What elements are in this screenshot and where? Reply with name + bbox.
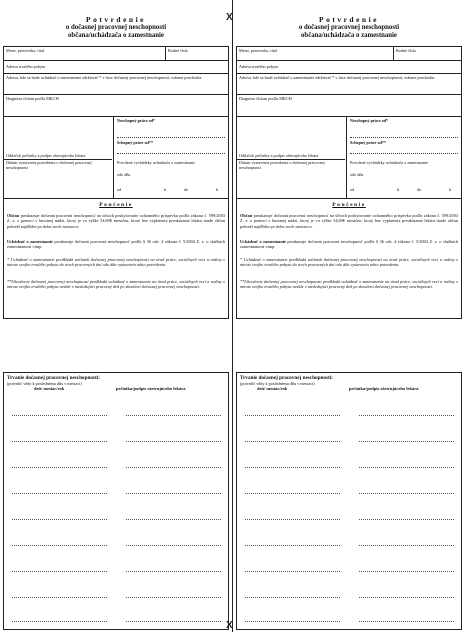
row-issue-date[interactable] bbox=[4, 159, 228, 198]
label-address: Adresa trvalého pobytu bbox=[239, 64, 279, 69]
dotline bbox=[117, 153, 225, 154]
stamp-line[interactable] bbox=[126, 415, 221, 416]
date-line[interactable] bbox=[245, 467, 340, 468]
stamp-line[interactable] bbox=[359, 545, 454, 546]
duration-subheading: (potvrdiť vždy k poslednému dňu v mesiaci) bbox=[240, 381, 315, 386]
label-name: Meno, priezvisko, titul bbox=[6, 48, 45, 53]
instruction-p1-lead: Občan bbox=[7, 213, 20, 218]
date-line[interactable] bbox=[245, 597, 340, 598]
title-line1: Potvrdenie bbox=[319, 15, 379, 24]
label-temp-address: Adresa, kde sa bude uchádzač o zamestnanie zdržiavať * v čase dočasnej pracovnej neschopnosti, vrátane poschodia bbox=[239, 75, 435, 80]
label-able-from: Schopný práce od** bbox=[117, 140, 154, 145]
stamp-line[interactable] bbox=[126, 441, 221, 442]
label-od: od bbox=[117, 187, 122, 192]
label-h1: h bbox=[397, 187, 400, 192]
label-unable-from: Neschopný práce od* bbox=[350, 118, 389, 123]
form-table bbox=[3, 46, 229, 319]
label-do: do bbox=[184, 187, 189, 192]
title-line3: občana/uchádzača o zamestnanie bbox=[68, 32, 164, 39]
title-line1: Potvrdenie bbox=[86, 15, 146, 24]
label-issue-date: Dátum vystavenia potvrdenia o dočasnej pracovnej neschopnosti bbox=[239, 160, 325, 170]
label-able-from: Schopný práce od** bbox=[350, 140, 387, 145]
row-temp-address[interactable] bbox=[4, 73, 228, 95]
section-divider bbox=[237, 198, 461, 199]
label-h1: h bbox=[164, 187, 167, 192]
row-address[interactable] bbox=[237, 60, 461, 74]
duration-table bbox=[3, 372, 229, 630]
date-line[interactable] bbox=[12, 597, 107, 598]
date-line[interactable] bbox=[245, 571, 340, 572]
form-table bbox=[236, 46, 462, 319]
date-line[interactable] bbox=[12, 621, 107, 622]
date-line[interactable] bbox=[12, 493, 107, 494]
cut-mark-bottom: X bbox=[226, 620, 233, 631]
instruction-p3: * Uchádzač o zamestnanie predkladá začiatok dočasnej pracovnej neschopnosti na úrad práce, sociálnych vecí a rodiny v mieste svojho trvalého pobytu do troch pracovných dní odo dňa vystavenia tohto potvrdenia. bbox=[7, 257, 225, 268]
date-line[interactable] bbox=[12, 571, 107, 572]
row-temp-address[interactable] bbox=[237, 73, 461, 95]
instruction-p1 bbox=[7, 213, 225, 229]
form-left bbox=[3, 0, 229, 391]
stamp-line[interactable] bbox=[359, 621, 454, 622]
instruction-p2-lead: Uchádzač o zamestnanie bbox=[7, 239, 53, 244]
date-line[interactable] bbox=[12, 519, 107, 520]
col-stamp: pečiatka/podpis ošetrujúceho lekára bbox=[116, 386, 186, 391]
label-birth-no: Rodné číslo bbox=[396, 48, 416, 53]
date-line[interactable] bbox=[12, 545, 107, 546]
date-line[interactable] bbox=[245, 415, 340, 416]
date-line[interactable] bbox=[245, 621, 340, 622]
date-line[interactable] bbox=[245, 545, 340, 546]
center-cut-line bbox=[232, 0, 233, 632]
date-line[interactable] bbox=[245, 441, 340, 442]
instruction-p4: **Ukončenie dočasnej pracovnej neschopnosti predkladá uchádzač o zamestnanie na úrad práce, sociálnych vecí a rodiny v mieste svojho trvalého pobytu neskôr v nasledujúci pracovný deň po skončení dočasnej pracovnej neschopnosti. bbox=[240, 279, 458, 290]
row-address[interactable] bbox=[4, 60, 228, 74]
label-exit-permit: Povolené vychádzky uchádzača o zamestnanie bbox=[350, 160, 429, 165]
label-od: od bbox=[350, 187, 355, 192]
stamp-line[interactable] bbox=[126, 621, 221, 622]
instruction-p1-text: preukazuje dočasnú pracovnú neschopnosť na účtoch poskytovanie ochranného príspevku podľa zákona č. 599/2003 Z. z. o pomoci v hmotnej núdzi, ktorý je vo výške 34,69€ mesačne, ktorý bez vyplatenia preukázanie lekára úrade občan pobreží najdlhšie po dobu troch mesiacov. bbox=[7, 213, 225, 229]
row-name[interactable] bbox=[4, 47, 228, 61]
label-diagnosis: Diagnóza číslom podľa MKCH bbox=[6, 96, 59, 101]
col-stamp: pečiatka/podpis ošetrujúceho lekára bbox=[349, 386, 419, 391]
instruction-heading: Poučenie bbox=[332, 202, 366, 208]
stamp-line[interactable] bbox=[126, 545, 221, 546]
row-divider bbox=[393, 47, 394, 60]
label-address: Adresa trvalého pobytu bbox=[6, 64, 46, 69]
stamp-line[interactable] bbox=[126, 467, 221, 468]
instruction-p2-lead: Uchádzač o zamestnanie bbox=[240, 239, 286, 244]
stamp-line[interactable] bbox=[359, 415, 454, 416]
row-divider bbox=[165, 47, 166, 60]
stamp-line[interactable] bbox=[359, 597, 454, 598]
row-diagnosis[interactable] bbox=[237, 94, 461, 117]
row-diagnosis[interactable] bbox=[4, 94, 228, 117]
stamp-line[interactable] bbox=[359, 493, 454, 494]
dotline bbox=[350, 153, 458, 154]
label-temp-address: Adresa, kde sa bude uchádzač o zamestnanie zdržiavať * v čase dočasnej pracovnej neschopnosti, vrátane poschodia bbox=[6, 75, 202, 80]
instruction-p2 bbox=[240, 239, 458, 250]
date-line[interactable] bbox=[12, 467, 107, 468]
instruction-heading: Poučenie bbox=[99, 202, 133, 208]
label-h2: h bbox=[216, 187, 219, 192]
label-exit-permit: Povolené vychádzky uchádzača o zamestnanie bbox=[117, 160, 196, 165]
instruction-p4: **Ukončenie dočasnej pracovnej neschopnosti predkladá uchádzač o zamestnanie na úrad práce, sociálnych vecí a rodiny v mieste svojho trvalého pobytu neskôr v nasledujúci pracovný deň po skončení dočasnej pracovnej neschopnosti. bbox=[7, 279, 225, 290]
instruction-p2-text: preukazuje dočasnú pracovnú neschopnosť podľa § 36 ods. 4 zákona č. 5/2004 Z. z. o službách zamestnanosti vtmp. bbox=[240, 239, 458, 250]
title-line2: o dočasnej pracovnej neschopnosti bbox=[298, 24, 400, 31]
duration-table bbox=[236, 372, 462, 630]
title-line2: o dočasnej pracovnej neschopnosti bbox=[65, 24, 167, 31]
row-stamp[interactable] bbox=[4, 116, 112, 160]
col-date: deň/ mesiac/rok bbox=[257, 386, 288, 391]
stamp-line[interactable] bbox=[359, 519, 454, 520]
duration-heading-text: Trvanie dočasnej pracovnej neschopnosti: bbox=[7, 375, 100, 381]
form-right bbox=[236, 0, 462, 391]
row-name[interactable] bbox=[237, 47, 461, 61]
title-line3: občana/uchádzača o zamestnanie bbox=[301, 32, 397, 39]
label-from-to: odo dňa bbox=[350, 172, 364, 177]
label-birth-no: Rodné číslo bbox=[168, 48, 188, 53]
instruction-p2 bbox=[7, 239, 225, 250]
dotline bbox=[350, 137, 458, 138]
section-divider bbox=[4, 198, 228, 199]
date-line[interactable] bbox=[245, 493, 340, 494]
date-line[interactable] bbox=[12, 415, 107, 416]
label-name: Meno, priezvisko, titul bbox=[239, 48, 278, 53]
stamp-line[interactable] bbox=[359, 571, 454, 572]
row-issue-date[interactable] bbox=[237, 159, 461, 198]
duration-subheading: (potvrdiť vždy k poslednému dňu v mesiaci) bbox=[7, 381, 82, 386]
label-h2: h bbox=[449, 187, 452, 192]
label-unable-from: Neschopný práce od* bbox=[117, 118, 156, 123]
label-stamp: Odtlačok pečiatky a podpis ošetrujúceho lekára bbox=[239, 153, 319, 158]
instruction-p1-lead: Občan bbox=[240, 213, 253, 218]
instruction-p3: * Uchádzač o zamestnanie predkladá začiatok dočasnej pracovnej neschopnosti na úrad práce, sociálnych vecí a rodiny v mieste svojho trvalého pobytu do troch pracovných dní odo dňa vystavenia tohto potvrdenia. bbox=[240, 257, 458, 268]
cut-mark-top: X bbox=[226, 12, 233, 23]
label-from-to: odo dňa bbox=[117, 172, 131, 177]
stamp-line[interactable] bbox=[126, 493, 221, 494]
stamp-line[interactable] bbox=[359, 441, 454, 442]
label-stamp: Odtlačok pečiatky a podpis ošetrujúceho lekára bbox=[6, 153, 86, 158]
col-date: deň/ mesiac/rok bbox=[34, 386, 65, 391]
label-issue-date: Dátum vystavenia potvrdenia o dočasnej pracovnej neschopnosti bbox=[6, 160, 92, 170]
label-diagnosis: Diagnóza číslom podľa MKCH bbox=[239, 96, 292, 101]
date-line[interactable] bbox=[245, 519, 340, 520]
duration-heading-text: Trvanie dočasnej pracovnej neschopnosti: bbox=[240, 375, 333, 381]
instruction-p1 bbox=[240, 213, 458, 229]
date-line[interactable] bbox=[12, 441, 107, 442]
instruction-p2-text: preukazuje dočasnú pracovnú neschopnosť podľa § 36 ods. 4 zákona č. 5/2004 Z. z. o službách zamestnanosti vtmp. bbox=[7, 239, 225, 250]
stamp-line[interactable] bbox=[126, 597, 221, 598]
stamp-line[interactable] bbox=[126, 571, 221, 572]
stamp-line[interactable] bbox=[359, 467, 454, 468]
row-stamp[interactable] bbox=[237, 116, 345, 160]
stamp-line[interactable] bbox=[126, 519, 221, 520]
dotline bbox=[117, 137, 225, 138]
label-do: do bbox=[417, 187, 422, 192]
instruction-p1-text: preukazuje dočasnú pracovnú neschopnosť na účtoch poskytovanie ochranného príspevku podľa zákona č. 599/2003 Z. z. o pomoci v hmotnej núdzi, ktorý je vo výške 34,69€ mesačne, ktorý bez vyplatenia preukázanie lekára úrade občan pobreží najdlhšie po dobu troch mesiacov. bbox=[240, 213, 458, 229]
